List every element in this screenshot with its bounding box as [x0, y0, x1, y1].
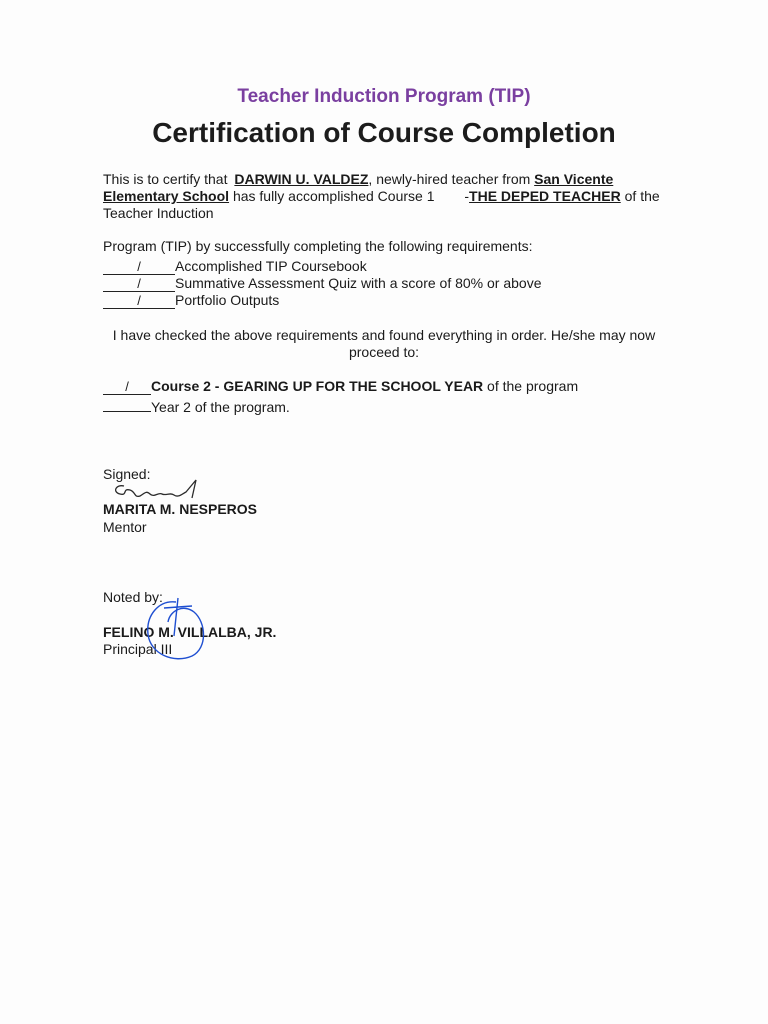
program-heading: Teacher Induction Program (TIP) [237, 86, 531, 107]
check-mark: / [103, 380, 151, 395]
requirement-label: Summative Assessment Quiz with a score of 80% or above [175, 275, 542, 291]
of-the-text: of the [624, 188, 660, 204]
requirement-label: Portfolio Outputs [175, 292, 280, 308]
teacher-name: DARWIN U. VALDEZ [234, 171, 369, 187]
requirement-label: Accomplished TIP Coursebook [175, 258, 367, 274]
course1-title: THE DEPED TEACHER [469, 188, 621, 204]
principal-handwritten-signature [140, 596, 220, 668]
principal-name: FELINO M. VILLALBA, JR. [103, 624, 277, 640]
check-mark: / [103, 277, 175, 292]
mentor-role: Mentor [103, 519, 147, 535]
program-line: Program (TIP) by successfully completing the following requirements: [103, 238, 533, 254]
certificate-title: Certification of Course Completion [152, 117, 616, 148]
hired-text: , newly-hired teacher from [368, 171, 531, 187]
induction-line: Teacher Induction [103, 205, 214, 221]
next-step-item [103, 378, 578, 395]
accomplished-text: has fully accomplished Course 1 [232, 188, 435, 204]
principal-role: Principal III [103, 641, 173, 657]
course1-prefix: - [464, 188, 470, 204]
check-mark: / [103, 294, 175, 309]
checked-statement-line2: proceed to: [348, 344, 420, 360]
requirement-item [103, 275, 542, 292]
next-step-rest: Year 2 of the program. [151, 399, 290, 415]
mentor-name: MARITA M. NESPEROS [103, 501, 258, 517]
certify-line-1 [103, 171, 613, 188]
check-mark [103, 397, 151, 412]
next-step-item [103, 397, 290, 416]
next-step-rest: of the program [483, 378, 579, 394]
requirement-item [103, 258, 367, 275]
next-step-course: Course 2 - GEARING UP FOR THE SCHOOL YEAR [151, 378, 484, 394]
certify-prefix: This is to certify that [103, 171, 228, 187]
signed-label: Signed: [103, 466, 151, 482]
school-name-part1: San Vicente [534, 171, 614, 187]
certify-line-2 [103, 188, 660, 205]
check-mark: / [103, 260, 175, 275]
requirement-item [103, 292, 279, 309]
school-name-part2: Elementary School [103, 188, 230, 204]
checked-statement-line1: I have checked the above requirements and found everything in order. He/she may now [112, 327, 656, 343]
noted-label: Noted by: [103, 589, 163, 605]
